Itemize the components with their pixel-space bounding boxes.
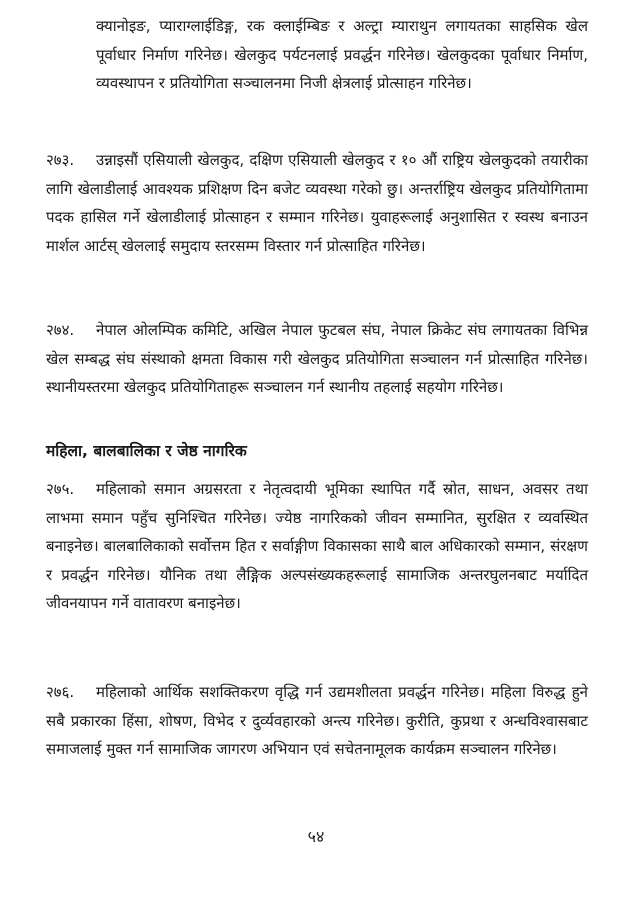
paragraph-273 — [46, 146, 588, 260]
paragraph-number: २७६. — [46, 683, 75, 701]
paragraph-number: २७४. — [46, 321, 75, 339]
page-number: ५४ — [307, 827, 325, 846]
paragraph-276 — [46, 678, 588, 764]
section-heading: महिला, बालबालिका र जेष्ठ नागरिक — [46, 442, 247, 460]
paragraph-text: उन्नाइसौं एसियाली खेलकुद, दक्षिण एसियाली खेलकुद र १० औं राष्ट्रिय खेलकुदको तयारीका लागि खेलाडीलाई आवश्यक प्रशिक्षण दिन बजेट व्यवस्था गरेको छु। अन्तर्राष्ट्रिय खेलकुद प्रतियोगितामा पदक हासिल गर्ने खेलाडीलाई प्रोत्साहन र सम्मान गरिनेछ। युवाहरूलाई अनुशासित र स्वस्थ बनाउन मार्शल आर्टस् खेललाई समुदाय स्तरसम्म विस्तार गर्न प्रोत्साहित गरिनेछ। — [46, 151, 588, 255]
paragraph-274 — [46, 316, 588, 402]
paragraph-text: महिलाको आर्थिक सशक्तिकरण वृद्धि गर्न उद्यमशीलता प्रवर्द्धन गरिनेछ। महिला विरुद्ध हुने सबै प्रकारका हिंसा, शोषण, विभेद र दुर्व्यवहारको अन्त्य गरिनेछ। कुरीति, कुप्रथा र अन्धविश्वासबाट समाजलाई मुक्त गर्न सामाजिक जागरण अभियान एवं सचेतनामूलक कार्यक्रम सञ्चालन गरिनेछ। — [46, 683, 588, 759]
continued-paragraph — [46, 12, 588, 98]
paragraph-text: महिलाको समान अग्रसरता र नेतृत्वदायी भूमिका स्थापित गर्दै स्रोत, साधन, अवसर तथा लाभमा समान पहुँच सुनिश्चित गरिनेछ। ज्येष्ठ नागरिकको जीवन सम्मानित, सुरक्षित र व्यवस्थित बनाइनेछ। बालबालिकाको सर्वोत्तम हित र सर्वाङ्गीण विकासका साथै बाल अधिकारको सम्मान, संरक्षण र प्रवर्द्धन गरिनेछ। यौनिक तथा लैङ्गिक अल्पसंख्यकहरूलाई सामाजिक अन्तरघुलनबाट मर्यादित जीवनयापन गर्ने वातावरण बनाइनेछ। — [46, 480, 588, 613]
paragraph-number: २७५. — [46, 480, 75, 498]
paragraph-text: क्यानोइङ, प्याराग्लाईडिङ्ग, रक क्लाईम्बिङ र अल्ट्रा म्याराथुन लगायतका साहसिक खेल पूर्वाधार निर्माण गरिनेछ। खेलकुद पर्यटनलाई प्रवर्द्धन गरिनेछ। खेलकुदका पूर्वाधार निर्माण, व्यवस्थापन र प्रतियोगिता सञ्चालनमा निजी क्षेत्रलाई प्रोत्साहन गरिनेछ। — [96, 17, 588, 93]
paragraph-text: नेपाल ओलम्पिक कमिटि, अखिल नेपाल फुटबल संघ, नेपाल क्रिकेट संघ लगायतका विभिन्न खेल सम्बद्ध संघ संस्थाको क्षमता विकास गरी खेलकुद प्रतियोगिता सञ्चालन गर्न प्रोत्साहित गरिनेछ। स्थानीयस्तरमा खेलकुद प्रतियोगिताहरू सञ्चालन गर्न स्थानीय तहलाई सहयोग गरिनेछ। — [46, 321, 588, 397]
paragraph-275 — [46, 475, 588, 618]
paragraph-number: २७३. — [46, 151, 75, 169]
